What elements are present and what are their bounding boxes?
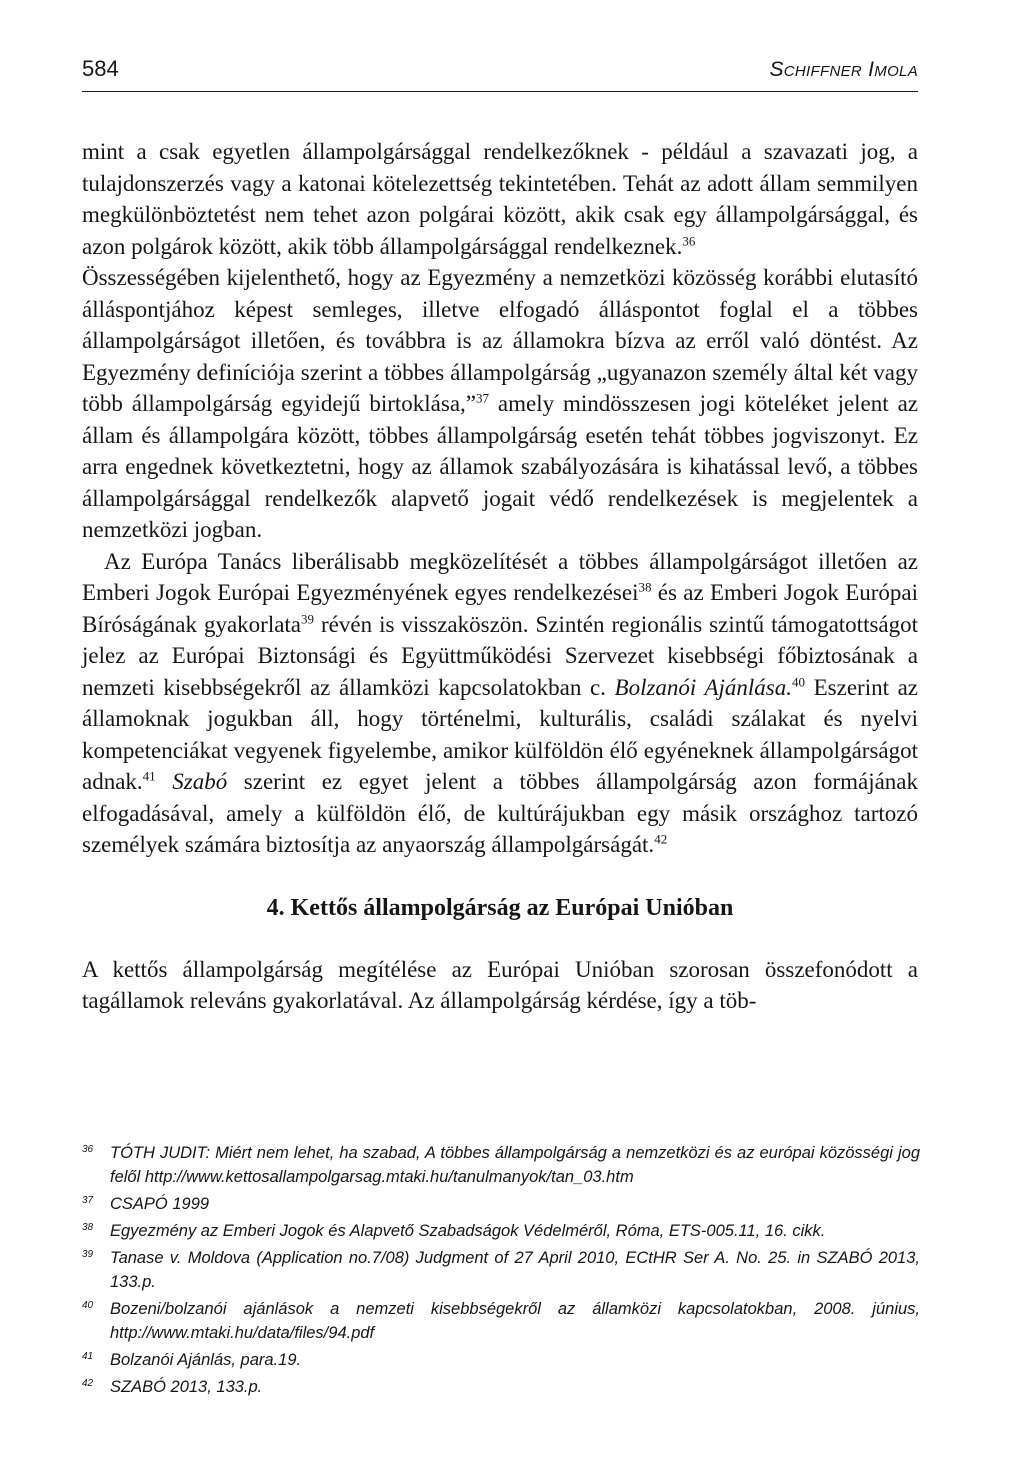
paragraph-1-text: mint a csak egyetlen állampolgársággal rendelkezőknek - például a szavazati jog, a tulajdonszerzés vagy a katonai kötelezettség tekintetében. Tehát az adott állam semmilyen megkülönböztetést nem tehet azon polgárai között, akik csak egy állampolgársággal, és azon polgárok között, akik több állampolgársággal rendelkeznek.: [82, 139, 918, 259]
footnote-text: SZABÓ 2013, 133.p.: [110, 1378, 263, 1396]
paragraph-3-text-a: Az Európa Tanács liberálisabb megközelítését a többes állampolgárságot illetően az Emberi Jogok Európai Egyezményének egyes rendelkezései: [82, 548, 918, 605]
footnote-number: 38: [82, 1222, 94, 1233]
running-author: Schiffner Imola: [769, 58, 918, 81]
footnote: [82, 1243, 920, 1294]
footnote-text: Egyezmény az Emberi Jogok és Alapvető Szabadságok Védelméről, Róma, ETS-005.11, 16. cikk.: [110, 1222, 826, 1240]
footnote-text: Tanase v. Moldova (Application no.7/08) Judgment of 27 April 2010, ECtHR Ser A. No. 25. in SZABÓ 2013, 133.p.: [110, 1249, 920, 1291]
footnote-text: Bolzanói Ajánlás, para.19.: [110, 1351, 302, 1369]
footnote-number: 41: [82, 1351, 94, 1362]
body-text: [82, 136, 918, 1017]
footnote: [82, 1372, 920, 1399]
footnote-number: 39: [82, 1249, 94, 1260]
footnote: [82, 1345, 920, 1372]
paragraph-3-text-d: Eszerint az államoknak jogukban áll, hogy történelmi, kulturális, családi szálakat és nyelvi kompetenciákat vegyenek figyelembe, amikor külföldön élő egyéneknek állampolgárságot adnak.: [82, 674, 918, 794]
paragraph-2-text-a: Összességében kijelenthető, hogy az Egyezmény a nemzetközi közösség korábbi elutasító álláspontjához képest semleges, illetve elfogadó álláspontot foglal el a többes állampolgárságot illetően, és továbbra is az államokra bízva az erről való döntést. Az Egyezmény definíciója szerint a többes állampolgárság „ugyanazon személy által két vagy több állampolgárság egyidejű birtoklása,”: [82, 265, 918, 416]
footnote-number: 40: [82, 1300, 94, 1311]
paragraph-2: [82, 262, 918, 546]
page-number: 584: [82, 56, 119, 81]
footnote-text: TÓTH JUDIT: Miért nem lehet, ha szabad, A többes állampolgárság a nemzetközi és az európai közösségi jog felől http://www.kettosallampolgarsag.mtaki.hu/tanulmanyok/tan_03.htm: [110, 1144, 920, 1186]
footnote-ref-40[interactable]: 40: [792, 673, 806, 689]
italic-author-szabo: Szabó: [155, 769, 228, 794]
footnote-ref-37[interactable]: 37: [475, 390, 489, 406]
paragraph-4: A kettős állampolgárság megítélése az Európai Unióban szorosan összefonódott a tagállamok releváns gyakorlatával. Az állampolgárság kérdése, így a töb-: [82, 956, 918, 1013]
footnote-number: 42: [82, 1378, 94, 1389]
footnote-number: 36: [82, 1144, 94, 1155]
footnotes: [82, 1138, 920, 1399]
footnote-ref-39[interactable]: 39: [301, 610, 315, 626]
footnote-number: 37: [82, 1195, 94, 1206]
paragraph-3-text-b: és az Emberi Jogok Európai Bíróságának gyakorlata: [82, 580, 919, 637]
footnote: [82, 1216, 920, 1243]
footnote: [82, 1138, 920, 1189]
footnote-text: CSAPÓ 1999: [110, 1195, 210, 1213]
footnote-ref-38[interactable]: 38: [638, 579, 652, 595]
page: [82, 56, 918, 1017]
footnote-text: Bozeni/bolzanói ajánlások a nemzeti kisebbségekről az államközi kapcsolatokban, 2008. június, http://www.mtaki.hu/data/files/94.pdf: [110, 1300, 920, 1342]
italic-title-bolzano: Bolzanói Ajánlása.: [614, 674, 793, 700]
footnote-ref-42[interactable]: 42: [654, 831, 668, 847]
footnote-ref-36[interactable]: 36: [682, 232, 696, 248]
paragraph-3-text-c: révén is visszaköszön. Szintén regionális szintű támogatottságot jelez az Európai Biztonsági és Együttműködési Szervezet kisebbségi főbiztosának a nemzeti kisebbségekről az államközi kapcsolatokban c.: [82, 611, 919, 700]
running-header: [82, 56, 918, 92]
paragraph-2-text-b: amely mindösszesen jogi köteléket jelent az állam és állampolgára között, többes állampolgárság esetén tehát többes jogviszonyt. Ez arra engednek következtetni, hogy az államok szabályozására is kihatással levő, a többes állampolgársággal rendelkezők alapvető jogait védő rendelkezések is megjelentek a nemzetközi jogban.: [82, 391, 918, 542]
section-heading: 4. Kettős állampolgárság az Európai Unióban: [266, 894, 734, 921]
paragraph-3: [82, 546, 918, 861]
paragraph-3-text-e: szerint ez egyet jelent a többes állampolgárság azon formájának elfogadásával, amely a külföldön élő, de kultúrájukban egy másik országhoz tartozó személyek számára biztosítja az anyaország állampolgárságát.: [82, 769, 919, 857]
footnote: [82, 1294, 920, 1345]
footnote-ref-41[interactable]: 41: [142, 768, 156, 784]
paragraph-1: [82, 136, 918, 262]
footnote: [82, 1189, 920, 1216]
